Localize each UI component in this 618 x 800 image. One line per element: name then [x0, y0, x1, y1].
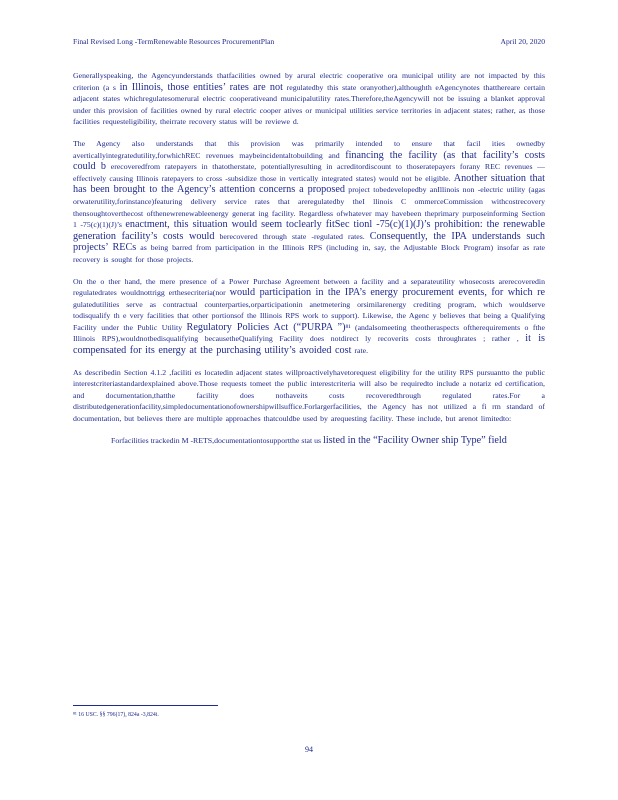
paragraph-4 [73, 367, 545, 425]
paragraph-text: berecovered through state -regulated rates. [214, 231, 370, 241]
paragraph-emphasis: would participation in the IPA’s energy procurement events, for which re [229, 287, 545, 299]
header-date: April 20, 2020 [500, 37, 545, 46]
footnote: ⁸¹ 16 USC. §§ 796(17), 824a -3,824i. [73, 712, 159, 718]
bullet-lead: Forfacilities trackedin M -RETS,documentationtosupportthe stat us [111, 435, 323, 445]
paragraph-text: The Agency also understands that this provision was primarily intended to ensure that facil ities ownedby averticallyintegratedutility,forwhichREC revenues maybeincidentaltobuilding and [73, 138, 545, 160]
paragraph-text: erecoveredfrom ratepayers in thatotherstate, potentiallyresulting in acreditordiscount to thoseratepayers forany REC revenues —effectively causing Illinois ratepayers to cross -subsidize those in vertically integrated states) would not be eligible. [73, 162, 545, 183]
paragraph-text: as being barred from participation in the Illinois RPS (including in, say, the Adjustable Block Program) insofar as rate recovery is sought for those projects. [73, 243, 545, 264]
paragraph-emphasis: Regulatory Policies Act (“PURPA ”) [186, 321, 346, 333]
paragraph-text: On the o ther hand, the mere presence of a Power Purchase Agreement between a facility and a separateutility whosecosts arerecoveredin regulatedrates wouldnottrigg erthesecriteria(nor [73, 276, 545, 298]
paragraph-3 [73, 276, 545, 357]
bullet-emphasis: listed in the “Facility Owner ship Type” field [323, 434, 507, 446]
header-title: Final Revised Long -TermRenewable Resources ProcurementPlan [73, 37, 275, 46]
paragraph-2 [73, 138, 545, 266]
page-number: 94 [305, 745, 313, 754]
paragraph-text: As describedin Section 4.1.2 ,faciliti es locatedin adjacent states willproactivelyhavetorequest eligibility for the utility RPS pursuantto the public interestcriteriastandardexplained above.Those requests tomeet the public interestcriteria will also be requiredto include a notariz ed certification, and documentation,thatthe facility does nothaveits costs recoveredthrough regulated rates.For a distributedgenerationfacility,simpledocumentationofownershipwillsuffice.Forlargerfacilities, the Agency has not utilized a fi rm standard of documentation, but believes there are multiple approaches thatcouldbe used by arequesting facility. These include, but arenot limitedto: [73, 367, 545, 424]
paragraph-emphasis: enactment, this situation would seem toclearly fitSec tionl -75(c)(1)(J)’s prohibition: the renewable generation facility’s costs would [73, 219, 545, 242]
bullet-text [111, 435, 545, 447]
paragraph-text: gulatedutilities serve as contractual counterparties,orparticipationin anetmetering orsimilarenergy crediting program, which wouldserve todisqualify th e very facilities that other portionsof the Illinois RPS work to support). Likewise, the Agenc y believes that being a Qualifying Facility under the Public Utility [73, 299, 545, 332]
paragraph-text: rate. [351, 346, 369, 356]
bullet-icon [89, 435, 111, 447]
paragraph-text: regulatedby this state oranyother),althoughth eAgencynotes thatthereare certain adjacent states whichregulatesomerural electric cooperativeand municipalutility rates.Therefore,theAgencywill not be issuing a blanket approval under this provision of facilities owned by rural electric cooper atives or municipal utilities service territories in adjacent states; rather, as those facilities requesteligibility, theirrate recovery status will be reviewe d. [73, 82, 545, 127]
paragraph-text: Generallyspeaking, the Agencyunderstands thatfacilities owned by arural electric cooperative ora municipal utility are not impacted by this criterion (a s [73, 71, 545, 92]
paragraph-emphasis: it is compensated for its energy at the purchasing utility’s avoided cost [73, 333, 545, 357]
paragraph-emphasis: financing the facility (as that facility’s costs could b [73, 149, 545, 173]
body-content [73, 70, 545, 447]
paragraph-emphasis: in Illinois, those entities’ rates are not [119, 81, 283, 93]
page-header [73, 37, 545, 46]
paragraph-text: ⁸¹ (andalsomeeting theotheraspects oftherequirements o fthe Illinois RPS),wouldnotbedisqualifying becausetheQualifying Facility does notdirect ly recoverits costs throughrates ; rather , [73, 322, 546, 344]
paragraph-text: project tobedevelopedby anIllinois non -electric utility (agas orwaterutility,forinstance)featuring delivery service rates that areregulatedby theI llinois C ommerceCommission withcostrecovery thensoughtoverthecost ofthenewrenewableenergy generat ing facility. Regardless ofwhatever may havebeen theprimary purposeinforming Section 1 -75(c)(1)(J)’s [73, 185, 545, 230]
paragraph-emphasis: Another situation that has been brought to the Agency’s attention concerns a proposed [73, 172, 545, 196]
paragraph-emphasis: Consequently, the IPA understands such projects’ RECs [73, 230, 545, 254]
footnote-divider [73, 705, 218, 706]
paragraph-1 [73, 70, 545, 128]
bullet-item [89, 435, 545, 447]
